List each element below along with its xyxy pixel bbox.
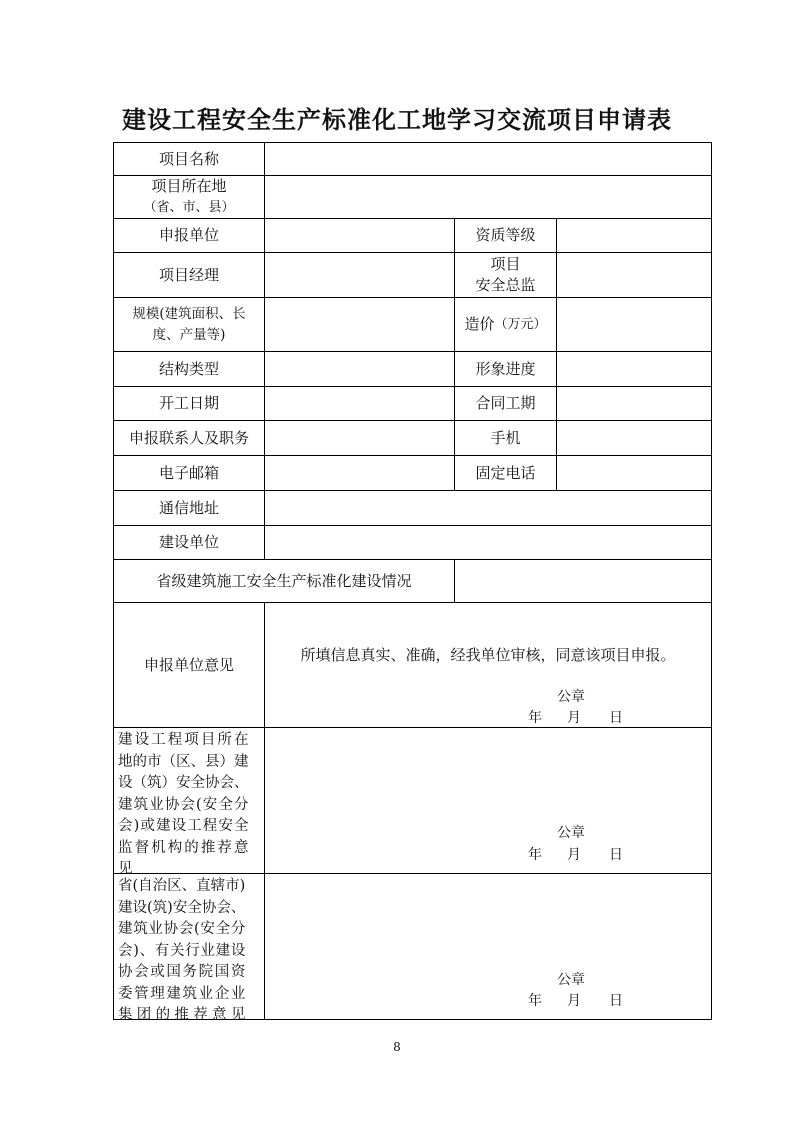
field-project-name[interactable] [265,143,711,175]
applicant-statement: 所填信息真实、准确，经我单位审核，同意该项目申报。 [300,645,676,664]
field-contract-period[interactable] [557,387,711,420]
city-seal-label: 公章 [557,825,585,841]
label-start-date: 开工日期 [158,394,219,412]
city-date-year: 年 [528,847,542,863]
label-project-manager: 项目经理 [158,265,219,284]
label-province-opinion [114,876,264,1023]
applicant-date-day: 日 [609,710,623,726]
label-structure-type: 结构类型 [158,359,219,378]
province-opinion-line: 会)、有关行业建设 [118,942,246,959]
field-project-manager[interactable] [265,253,454,297]
label-cost-unit: （万元） [494,317,547,332]
city-opinion-line: 地的市（区、县）建 [118,753,249,770]
city-opinion-line: 见 [118,861,133,877]
label-contract-period: 合同工期 [475,394,536,412]
label-cost [455,298,556,351]
label-construction-unit: 建设单位 [158,533,219,551]
field-safety-director[interactable] [557,253,711,297]
label-provincial-status: 省级建筑施工安全生产标准化建设情况 [156,571,412,590]
field-contact-person[interactable] [265,421,454,455]
applicant-date-year: 年 [528,710,542,726]
field-construction-unit[interactable] [265,526,711,559]
label-project-location [114,176,264,218]
field-project-location[interactable] [265,176,711,218]
province-opinion-line: 集团的推荐意见 [118,1007,246,1023]
field-mobile[interactable] [557,421,711,455]
province-date-month: 月 [567,993,581,1009]
field-start-date[interactable] [265,387,454,420]
field-applicant-unit[interactable] [265,219,454,252]
field-qualification-level[interactable] [557,219,711,252]
label-scale-line2: 度、产量等) [152,326,226,343]
province-opinion-text [118,876,245,1027]
province-opinion-line: 委管理建筑业企业 [118,985,246,1002]
label-safety-director-line2: 安全总监 [475,276,536,294]
city-opinion-line: 设（筑）安全协会、 [118,775,249,791]
label-qualification-level: 资质等级 [475,226,536,244]
applicant-seal-label: 公章 [557,689,585,705]
field-provincial-status[interactable] [455,560,711,602]
province-opinion-line: 建筑业协会(安全分 [118,921,246,937]
province-opinion-line: 建设(筑)安全协会、 [118,899,246,916]
label-applicant-opinion: 申报单位意见 [143,655,234,674]
field-address[interactable] [265,491,711,525]
label-safety-director-line1: 项目 [490,255,521,273]
province-seal-label: 公章 [557,972,585,988]
label-landline: 固定电话 [475,463,536,482]
field-landline[interactable] [557,456,711,490]
form-title: 建设工程安全生产标准化工地学习交流项目申请表 [122,105,672,134]
label-progress: 形象进度 [475,359,536,378]
city-opinion-line: 会)或建设工程安全 [118,818,249,834]
city-opinion-text [118,730,249,881]
label-project-location-sub: （省、市、县） [143,200,235,215]
field-scale[interactable] [265,298,454,351]
applicant-date-month: 月 [567,710,581,726]
label-scale-line1: 规模(建筑面积、长 [132,305,246,322]
label-safety-director [455,253,556,297]
label-contact-person: 申报联系人及职务 [128,428,249,447]
label-city-opinion [114,730,264,877]
field-cost[interactable] [557,298,711,351]
label-email: 电子邮箱 [158,463,219,482]
label-address: 通信地址 [158,498,219,517]
city-date-month: 月 [567,847,581,863]
city-opinion-line: 监督机构的推荐意 [118,839,249,856]
field-email[interactable] [265,456,454,490]
province-date-year: 年 [528,993,542,1009]
field-progress[interactable] [557,352,711,386]
label-mobile: 手机 [490,428,521,447]
label-project-location-main: 项目所在地 [151,177,227,195]
label-cost-main: 造价 [464,315,495,333]
city-opinion-line: 建设工程项目所在 [118,732,249,748]
city-opinion-line: 建筑业协会(安全分 [118,796,249,813]
province-opinion-line: 省(自治区、直辖市) [118,878,246,894]
page-number: 8 [393,1040,401,1054]
province-opinion-line: 协会或国务院国资 [118,964,246,980]
label-applicant-unit: 申报单位 [158,226,219,244]
field-structure-type[interactable] [265,352,454,386]
label-project-name: 项目名称 [158,149,219,168]
province-date-day: 日 [609,993,623,1009]
city-date-day: 日 [609,847,623,863]
label-scale [114,298,264,351]
